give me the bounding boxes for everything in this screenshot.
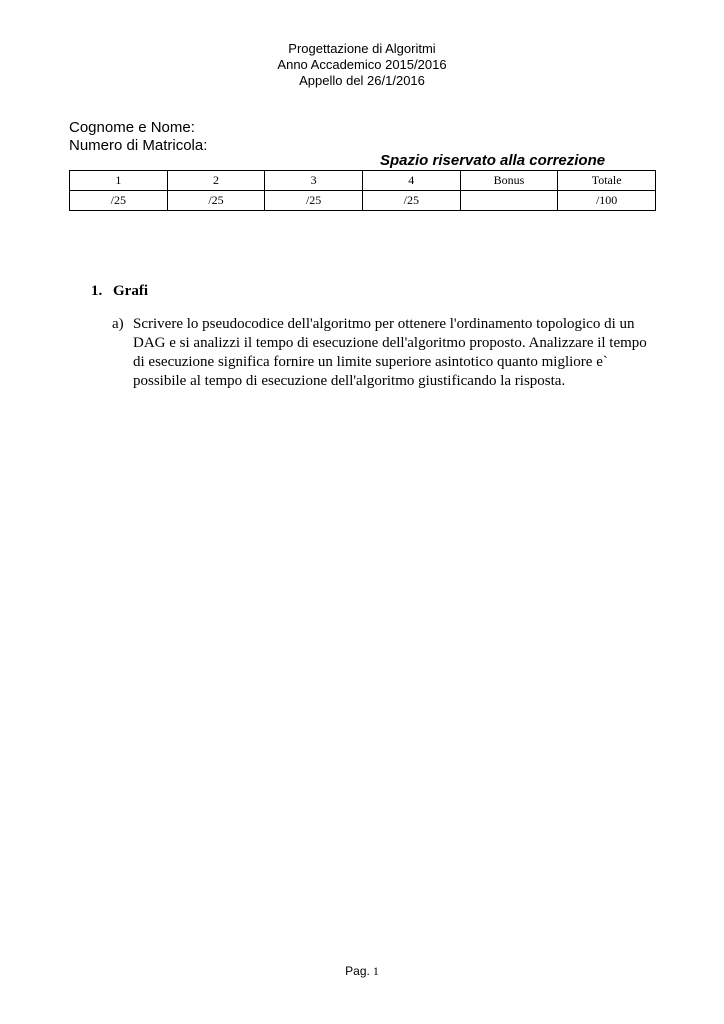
grades-score-cell: /25 [167,191,265,211]
grades-header-cell: 1 [70,171,168,191]
course-title: Progettazione di Algoritmi [288,41,436,56]
section-heading [91,282,148,300]
grades-header-cell: 4 [362,171,460,191]
grades-header-row [70,171,656,191]
section-number: 1. [91,283,103,299]
exam-date: Appello del 26/1/2016 [299,73,425,88]
question-text: Scrivere lo pseudocodice dell'algoritmo per ottenere l'ordinamento topologico di un DAG e si analizzi il tempo di esecuzione dell'algoritmo proposto. Analizzare il tempo di esecuzione significa fornire un limite superiore asintotico quanto migliore e` possibile al tempo di esecuzione dell'algoritmo giustificando la risposta. [133,316,647,389]
grades-table [69,170,656,211]
grades-score-cell: /25 [362,191,460,211]
question-a [112,315,657,391]
student-info [69,119,207,155]
grades-header-cell: Bonus [460,171,558,191]
grades-header-cell: 3 [265,171,363,191]
page-label: Pag. [345,964,370,978]
grades-score-row [70,191,656,211]
id-label: Numero di Matricola: [69,137,208,154]
page-number: 1 [372,964,379,978]
grades-header-cell: 2 [167,171,265,191]
grades-score-cell: /100 [558,191,656,211]
grades-header-cell: Totale [558,171,656,191]
grades-score-cell: /25 [70,191,168,211]
name-label: Cognome e Nome: [69,119,195,136]
question-letter: a) [112,316,124,332]
section-title: Grafi [113,283,148,299]
page-footer [0,964,724,978]
exam-header [0,41,724,89]
grades-score-cell [460,191,558,211]
correction-title: Spazio riservato alla correzione [380,152,606,169]
academic-year: Anno Accademico 2015/2016 [277,57,447,72]
grades-score-cell: /25 [265,191,363,211]
